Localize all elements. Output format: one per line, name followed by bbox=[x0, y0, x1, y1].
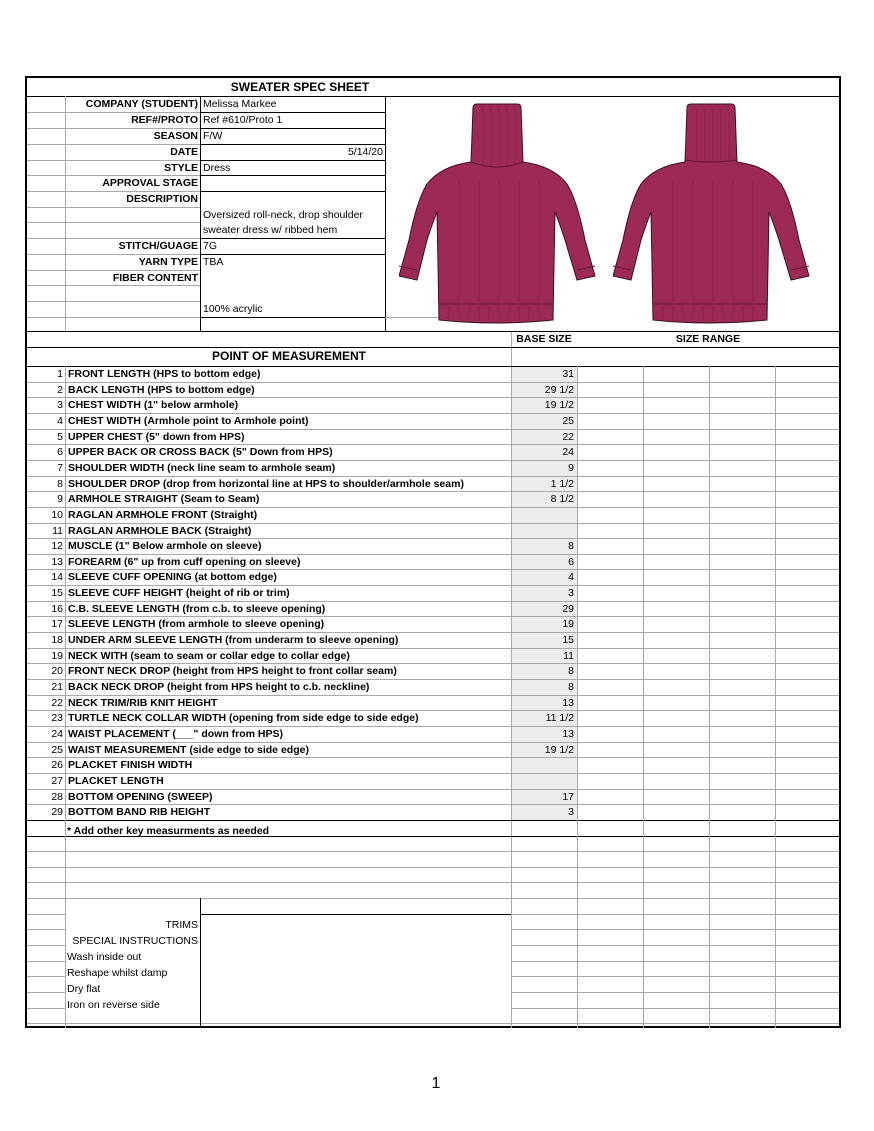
row-number: 13 bbox=[51, 557, 63, 568]
base-size-value: 19 1/2 bbox=[544, 400, 574, 411]
description-line-2: sweater dress w/ ribbed hem bbox=[203, 225, 338, 236]
grid-line bbox=[511, 976, 839, 977]
base-size-value: 4 bbox=[568, 572, 574, 583]
row-number: 8 bbox=[57, 479, 63, 490]
row-number: 2 bbox=[57, 385, 63, 396]
yarn-label: YARN TYPE bbox=[138, 257, 198, 268]
grid-line bbox=[27, 538, 839, 539]
grid-line bbox=[27, 569, 839, 570]
row-number: 1 bbox=[57, 369, 63, 380]
grid-line bbox=[27, 648, 839, 649]
measurement-label: ARMHOLE STRAIGHT (Seam to Seam) bbox=[68, 494, 260, 505]
grid-line bbox=[511, 945, 839, 946]
row-number: 29 bbox=[51, 807, 63, 818]
base-size-value: 1 1/2 bbox=[550, 479, 574, 490]
base-size-value: 8 bbox=[568, 541, 574, 552]
grid-line bbox=[27, 742, 839, 743]
row-number: 11 bbox=[52, 526, 63, 537]
row-number: 14 bbox=[51, 572, 63, 583]
grid-line bbox=[27, 992, 65, 993]
row-number: 6 bbox=[57, 447, 63, 458]
row-number: 18 bbox=[51, 635, 63, 646]
base-size-value: 9 bbox=[568, 463, 574, 474]
measurement-label: FRONT LENGTH (HPS to bottom edge) bbox=[68, 369, 261, 380]
grid-line bbox=[27, 961, 65, 962]
grid-line bbox=[27, 757, 839, 758]
pom-header: POINT OF MEASUREMENT bbox=[211, 350, 366, 362]
base-size-value: 8 bbox=[568, 666, 574, 677]
measurement-label: CHEST WIDTH (Armhole point to Armhole point) bbox=[68, 416, 309, 427]
row-number: 7 bbox=[57, 463, 63, 474]
grid-line bbox=[27, 976, 65, 977]
row-number: 9 bbox=[57, 494, 63, 505]
base-size-value: 29 bbox=[562, 604, 574, 615]
measurement-label: SLEEVE LENGTH (from armhole to sleeve opening) bbox=[68, 619, 325, 630]
grid-line bbox=[27, 1008, 65, 1009]
base-size-value: 8 1/2 bbox=[550, 494, 574, 505]
row-number: 21 bbox=[51, 682, 63, 693]
sweater-front-illustration bbox=[399, 100, 607, 328]
grid-line bbox=[27, 710, 839, 711]
base-size-value: 8 bbox=[568, 682, 574, 693]
measurement-label: FOREARM (6" up from cuff opening on sleeve) bbox=[68, 557, 301, 568]
measurement-label: RAGLAN ARMHOLE FRONT (Straight) bbox=[68, 510, 258, 521]
stitch-label: STITCH/GUAGE bbox=[118, 241, 198, 252]
ref-label: REF#/PROTO bbox=[131, 115, 198, 126]
measurement-label: BACK LENGTH (HPS to bottom edge) bbox=[68, 385, 255, 396]
grid-line bbox=[27, 444, 839, 445]
measurement-label: UPPER CHEST (5" down from HPS) bbox=[68, 432, 245, 443]
row-number: 19 bbox=[51, 651, 63, 662]
grid-line bbox=[27, 726, 839, 727]
grid-line bbox=[27, 413, 839, 414]
grid-line bbox=[27, 882, 839, 883]
grid-line bbox=[27, 1023, 839, 1024]
base-size-value: 11 bbox=[563, 651, 574, 662]
description-line-1: Oversized roll-neck, drop shoulder bbox=[203, 210, 363, 221]
measurement-label: SLEEVE CUFF HEIGHT (height of rib or trim) bbox=[68, 588, 290, 599]
grid-line bbox=[27, 429, 839, 430]
base-size-value: 13 bbox=[562, 729, 574, 740]
base-size-value: 15 bbox=[562, 635, 574, 646]
row-number: 23 bbox=[51, 713, 63, 724]
base-size-value: 25 bbox=[562, 416, 574, 427]
sweater-back-illustration bbox=[613, 100, 821, 328]
base-size-header: BASE SIZE bbox=[516, 334, 572, 345]
base-size-value: 6 bbox=[568, 557, 574, 568]
fiber-label: FIBER CONTENT bbox=[112, 273, 198, 284]
approval-label: APPROVAL STAGE bbox=[102, 178, 198, 189]
row-number: 20 bbox=[51, 666, 63, 677]
measurement-label: PLACKET LENGTH bbox=[68, 776, 164, 787]
season-value: F/W bbox=[203, 131, 223, 142]
grid-line bbox=[27, 507, 839, 508]
style-label: STYLE bbox=[164, 163, 198, 174]
row-number: 3 bbox=[57, 400, 63, 411]
grid-line bbox=[577, 366, 578, 1028]
stitch-value: 7G bbox=[203, 241, 218, 252]
grid-line bbox=[27, 616, 839, 617]
base-size-value: 17 bbox=[562, 792, 574, 803]
row-number: 5 bbox=[57, 432, 63, 443]
grid-line bbox=[27, 397, 839, 398]
base-size-value: 3 bbox=[568, 807, 574, 818]
grid-line bbox=[27, 585, 839, 586]
grid-line bbox=[27, 491, 839, 492]
measurement-label: SLEEVE CUFF OPENING (at bottom edge) bbox=[68, 572, 277, 583]
grid-line bbox=[27, 773, 839, 774]
size-range-header: SIZE RANGE bbox=[675, 334, 741, 345]
grid-line bbox=[27, 632, 839, 633]
measurement-label: BACK NECK DROP (height from HPS height to c.b. neckline) bbox=[68, 682, 370, 693]
base-size-value: 19 bbox=[562, 619, 574, 630]
measurement-label: WAIST PLACEMENT (___" down from HPS) bbox=[68, 729, 283, 740]
grid-line bbox=[27, 523, 839, 524]
grid-line bbox=[643, 366, 644, 1028]
grid-line bbox=[511, 992, 839, 993]
grid-line bbox=[709, 366, 710, 1028]
row-number: 4 bbox=[57, 416, 63, 427]
grid-line bbox=[27, 820, 839, 821]
grid-line bbox=[511, 1008, 839, 1009]
row-number: 22 bbox=[51, 698, 63, 709]
grid-line bbox=[27, 476, 839, 477]
row-number: 15 bbox=[51, 588, 63, 599]
measurement-label: SHOULDER WIDTH (neck line seam to armhole seam) bbox=[68, 463, 336, 474]
grid-line bbox=[27, 914, 65, 915]
grid-line bbox=[27, 382, 839, 383]
grid-line bbox=[27, 929, 65, 930]
grid-line bbox=[65, 366, 66, 1028]
grid-line bbox=[511, 961, 839, 962]
grid-line bbox=[27, 789, 839, 790]
add-note: * Add other key measurments as needed bbox=[67, 826, 270, 837]
measurement-label: UPPER BACK OR CROSS BACK (5" Down from HPS) bbox=[68, 447, 333, 458]
instruction-item: Wash inside out bbox=[67, 952, 142, 963]
measurement-label: PLACKET FINISH WIDTH bbox=[68, 760, 193, 771]
trims-label: TRIMS bbox=[165, 920, 198, 931]
season-label: SEASON bbox=[153, 131, 198, 142]
row-number: 26 bbox=[51, 760, 63, 771]
grid-line bbox=[511, 914, 839, 915]
measurement-label: NECK TRIM/RIB KNIT HEIGHT bbox=[68, 698, 218, 709]
grid-line bbox=[27, 898, 839, 899]
grid-line bbox=[27, 867, 839, 868]
base-size-value: 22 bbox=[562, 432, 574, 443]
grid-line bbox=[27, 663, 839, 664]
base-size-value: 13 bbox=[562, 698, 574, 709]
base-size-value: 19 1/2 bbox=[544, 745, 574, 756]
measurement-label: UNDER ARM SLEEVE LENGTH (from underarm to sleeve opening) bbox=[68, 635, 399, 646]
row-number: 12 bbox=[51, 541, 63, 552]
base-size-value: 3 bbox=[568, 588, 574, 599]
special-instructions-label: SPECIAL INSTRUCTIONS bbox=[72, 936, 198, 947]
measurement-label: SHOULDER DROP (drop from horizontal line at HPS to shoulder/armhole seam) bbox=[68, 479, 464, 490]
row-number: 10 bbox=[51, 510, 63, 521]
grid-line bbox=[27, 804, 839, 805]
row-number: 25 bbox=[51, 745, 63, 756]
grid-line bbox=[511, 929, 839, 930]
row-number: 16 bbox=[51, 604, 63, 615]
base-size-value: 31 bbox=[562, 369, 574, 380]
base-size-value: 24 bbox=[562, 447, 574, 458]
measurement-label: RAGLAN ARMHOLE BACK (Straight) bbox=[68, 526, 252, 537]
fiber-value: 100% acrylic bbox=[203, 304, 263, 315]
row-number: 27 bbox=[51, 776, 63, 787]
grid-line bbox=[27, 601, 839, 602]
measurement-label: TURTLE NECK COLLAR WIDTH (opening from side edge to side edge) bbox=[68, 713, 419, 724]
measurement-label: FRONT NECK DROP (height from HPS height to front collar seam) bbox=[68, 666, 397, 677]
grid-line bbox=[27, 460, 839, 461]
measurement-label: C.B. SLEEVE LENGTH (from c.b. to sleeve opening) bbox=[68, 604, 326, 615]
base-size-value: 11 1/2 bbox=[545, 713, 574, 724]
measurement-label: BOTTOM OPENING (SWEEP) bbox=[68, 792, 213, 803]
measurement-label: MUSCLE (1" Below armhole on sleeve) bbox=[68, 541, 262, 552]
company-label: COMPANY (STUDENT) bbox=[85, 99, 198, 110]
grid-line bbox=[200, 914, 511, 915]
ref-value: Ref #610/Proto 1 bbox=[203, 115, 283, 126]
instruction-item: Dry flat bbox=[67, 984, 101, 995]
grid-line bbox=[27, 695, 839, 696]
measurement-label: NECK WITH (seam to seam or collar edge to collar edge) bbox=[68, 651, 350, 662]
measurement-label: WAIST MEASUREMENT (side edge to side edge) bbox=[68, 745, 309, 756]
description-label: DESCRIPTION bbox=[126, 194, 198, 205]
base-size-value: 29 1/2 bbox=[544, 385, 574, 396]
row-number: 28 bbox=[51, 792, 63, 803]
row-number: 24 bbox=[51, 729, 63, 740]
measurement-label: BOTTOM BAND RIB HEIGHT bbox=[68, 807, 211, 818]
page-number: 1 bbox=[431, 1075, 441, 1092]
date-label: DATE bbox=[170, 147, 198, 158]
grid-line bbox=[27, 554, 839, 555]
measurement-label: CHEST WIDTH (1" below armhole) bbox=[68, 400, 239, 411]
instruction-item: Iron on reverse side bbox=[67, 1000, 160, 1011]
style-value: Dress bbox=[203, 163, 231, 174]
company-value: Melissa Markee bbox=[203, 99, 277, 110]
instruction-item: Reshape whilst damp bbox=[67, 968, 168, 979]
row-number: 17 bbox=[51, 619, 63, 630]
grid-line bbox=[775, 366, 776, 1028]
grid-line bbox=[27, 679, 839, 680]
grid-line bbox=[27, 851, 839, 852]
spec-sheet bbox=[25, 76, 841, 1028]
sheet-title: SWEATER SPEC SHEET bbox=[230, 81, 370, 93]
yarn-value: TBA bbox=[203, 257, 224, 268]
date-value: 5/14/20 bbox=[347, 147, 383, 158]
grid-line bbox=[27, 945, 65, 946]
